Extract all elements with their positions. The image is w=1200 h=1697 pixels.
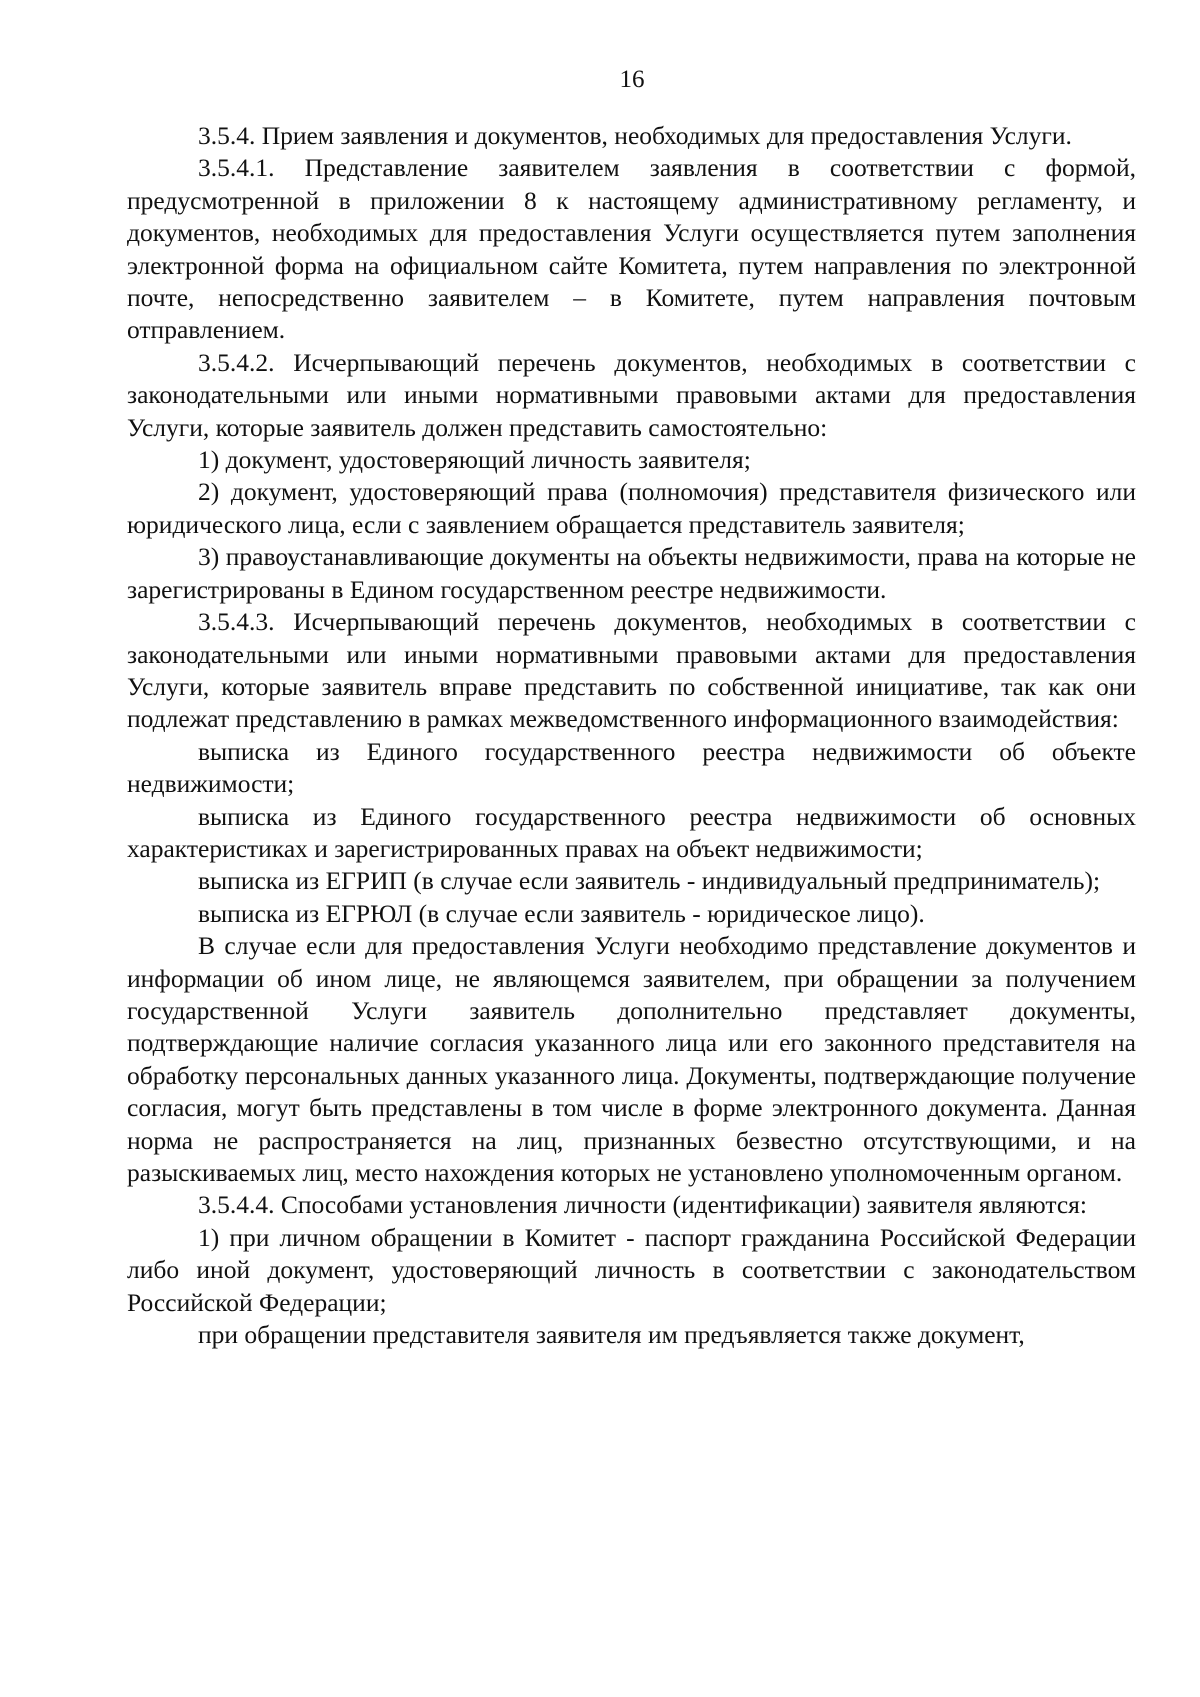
list-item-1: 1) документ, удостоверяющий личность заявителя; xyxy=(198,445,751,475)
list-item-2: 2) документ, удостоверяющий права (полномочия) представителя физического или юридического лица, если с заявлением обращается представитель заявителя; xyxy=(127,477,1136,539)
list-item-identification-1: 1) при личном обращении в Комитет - паспорт гражданина Российской Федерации либо иной документ, удостоверяющий личность в соответствии с законодательством Российской Федерации; xyxy=(127,1222,1136,1317)
paragraph-representative: при обращении представителя заявителя им предъявляется также документ, xyxy=(198,1320,1025,1350)
paragraph-consent: В случае если для предоставления Услуги необходимо представление документов и информации об ином лице, не являющемся заявителем, при обращении за получением государственной Услуги заявитель дополнительно представляет документы, подтверждающие наличие согласия указанного лица или его законного представителя на обработку персональных данных указанного лица. Документы, подтверждающие получение согласия, могут быть представлены в том числе в форме электронного документа. Данная норма не распространяется на лиц, признанных безвестно отсутствующими, и на разыскиваемых лиц, место нахождения которых не установлено уполномоченным органом. xyxy=(127,931,1136,1187)
document-body xyxy=(127,120,1136,1351)
list-item-extract-4: выписка из ЕГРЮЛ (в случае если заявитель - юридическое лицо). xyxy=(198,898,925,928)
paragraph-3-5-4-3: 3.5.4.3. Исчерпывающий перечень документов, необходимых в соответствии с законодательными или иными нормативными правовыми актами для предоставления Услуги, которые заявитель вправе представить по собственной инициативе, так как они подлежат представлению в рамках межведомственного информационного взаимодействия: xyxy=(127,607,1136,734)
list-item-extract-3: выписка из ЕГРИП (в случае если заявитель - индивидуальный предприниматель); xyxy=(198,866,1101,896)
list-item-extract-2: выписка из Единого государственного реестра недвижимости об основных характеристиках и зарегистрированных правах на объект недвижимости; xyxy=(127,801,1136,863)
page-number: 16 xyxy=(619,66,645,93)
paragraph-3-5-4: 3.5.4. Прием заявления и документов, необходимых для предоставления Услуги. xyxy=(198,121,1072,150)
paragraph-3-5-4-1: 3.5.4.1. Представление заявителем заявления в соответствии с формой, предусмотренной в приложении 8 к настоящему административному регламенту, и документов, необходимых для предоставления Услуги осуществляется путем заполнения электронной форма на официальном сайте Комитета, путем направления по электронной почте, непосредственно заявителем – в Комитете, путем направления почтовым отправлением. xyxy=(127,153,1136,345)
paragraph-3-5-4-4: 3.5.4.4. Способами установления личности (идентификации) заявителя являются: xyxy=(198,1190,1087,1220)
list-item-extract-1: выписка из Единого государственного реестра недвижимости об объекте недвижимости; xyxy=(127,736,1136,799)
list-item-3: 3) правоустанавливающие документы на объекты недвижимости, права на которые не зарегистрированы в Едином государственном реестре недвижимости. xyxy=(127,542,1136,604)
paragraph-3-5-4-2: 3.5.4.2. Исчерпывающий перечень документов, необходимых в соответствии с законодательными или иными нормативными правовыми актами для предоставления Услуги, которые заявитель должен представить самостоятельно: xyxy=(127,347,1136,442)
